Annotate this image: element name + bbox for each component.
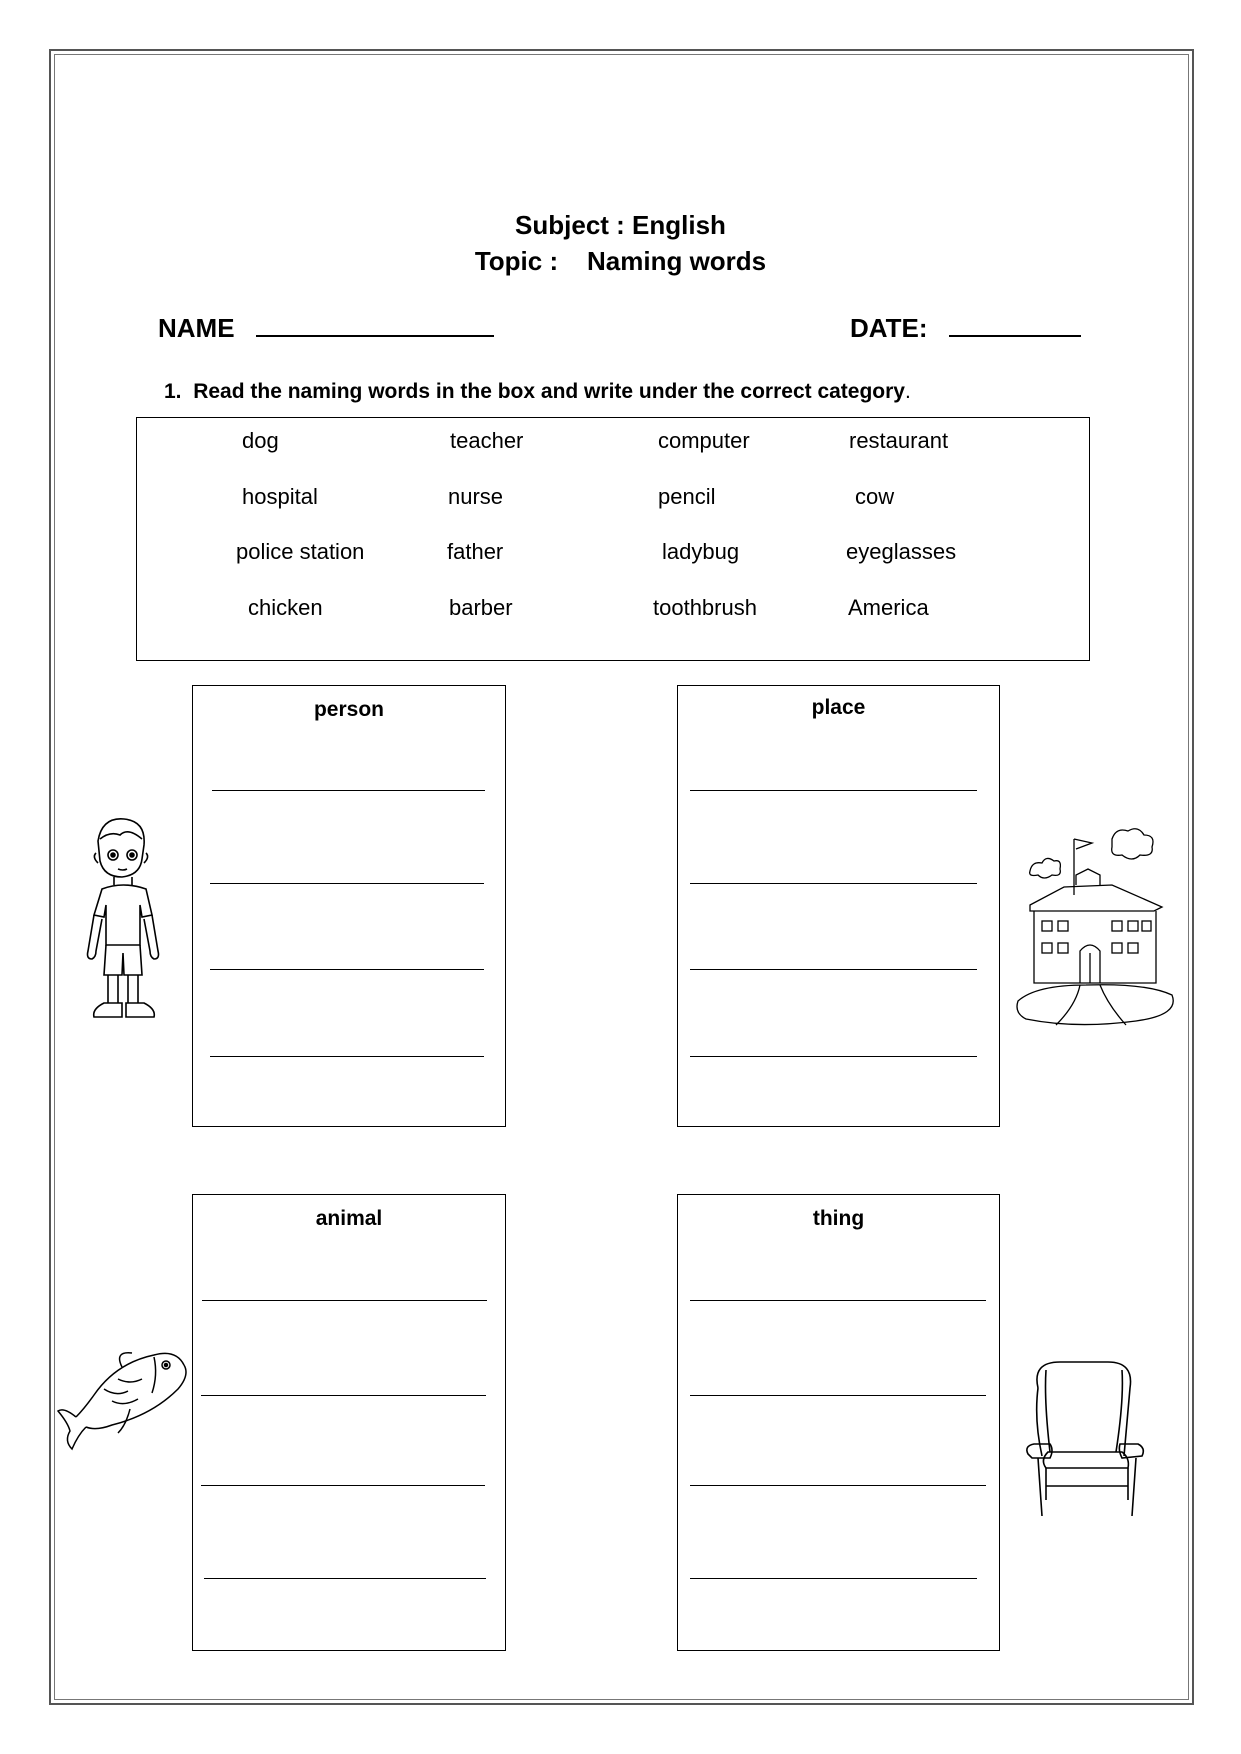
answer-line[interactable]: [210, 1056, 484, 1057]
school-building-icon: [1016, 825, 1181, 1030]
word-bank-box: [136, 417, 1090, 661]
armchair-icon: [1024, 1360, 1149, 1520]
category-box-person: [192, 685, 506, 1127]
instruction: [164, 380, 911, 404]
word-bank-item: ladybug: [662, 539, 740, 564]
subject-heading: Subject : English: [515, 210, 726, 240]
word-bank-item: America: [848, 595, 929, 620]
word-bank-item: eyeglasses: [846, 539, 957, 564]
word-bank-item: police station: [236, 539, 365, 564]
answer-line[interactable]: [690, 1485, 986, 1486]
answer-line[interactable]: [690, 883, 977, 884]
fish-icon: [56, 1345, 190, 1455]
category-box-place: [677, 685, 1000, 1127]
name-blank[interactable]: [256, 313, 494, 337]
answer-line[interactable]: [690, 790, 977, 791]
topic-label: Topic :: [474, 246, 559, 276]
answer-line[interactable]: [690, 1056, 977, 1057]
category-box-animal: [192, 1194, 506, 1651]
name-row: [158, 313, 494, 344]
answer-line[interactable]: [690, 1395, 986, 1396]
answer-line[interactable]: [204, 1578, 486, 1579]
category-title-place: place: [811, 696, 866, 719]
date-blank[interactable]: [949, 313, 1081, 337]
instruction-number: 1.: [164, 380, 182, 403]
topic-heading: [0, 246, 1241, 277]
category-title-thing: thing: [812, 1207, 865, 1230]
word-bank-item: cow: [855, 484, 895, 509]
name-label: NAME: [158, 313, 235, 343]
word-bank-item: dog: [242, 428, 279, 453]
word-bank-item: hospital: [242, 484, 318, 509]
date-row: [850, 313, 1081, 344]
category-box-thing: [677, 1194, 1000, 1651]
word-bank-item: pencil: [658, 484, 716, 509]
category-title-animal: animal: [315, 1207, 383, 1230]
word-bank-item: teacher: [450, 428, 524, 453]
topic-value: Naming words: [587, 246, 767, 276]
answer-line[interactable]: [201, 1395, 486, 1396]
answer-line[interactable]: [202, 1300, 487, 1301]
date-label: DATE:: [850, 313, 928, 343]
answer-line[interactable]: [210, 969, 484, 970]
instruction-period: .: [904, 380, 911, 403]
answer-line[interactable]: [210, 883, 484, 884]
word-bank-item: father: [447, 539, 504, 564]
answer-line[interactable]: [201, 1485, 485, 1486]
word-bank-item: computer: [658, 428, 750, 453]
word-bank-item: chicken: [248, 595, 323, 620]
answer-line[interactable]: [690, 969, 977, 970]
boy-icon: [76, 813, 166, 1033]
answer-line[interactable]: [212, 790, 485, 791]
answer-line[interactable]: [690, 1578, 977, 1579]
answer-line[interactable]: [690, 1300, 986, 1301]
word-bank-item: nurse: [448, 484, 504, 509]
word-bank-item: toothbrush: [653, 595, 757, 620]
instruction-text: Read the naming words in the box and write under the correct category: [193, 380, 905, 403]
word-bank-item: restaurant: [849, 428, 949, 453]
category-title-person: person: [313, 698, 384, 721]
word-bank-item: barber: [449, 595, 513, 620]
